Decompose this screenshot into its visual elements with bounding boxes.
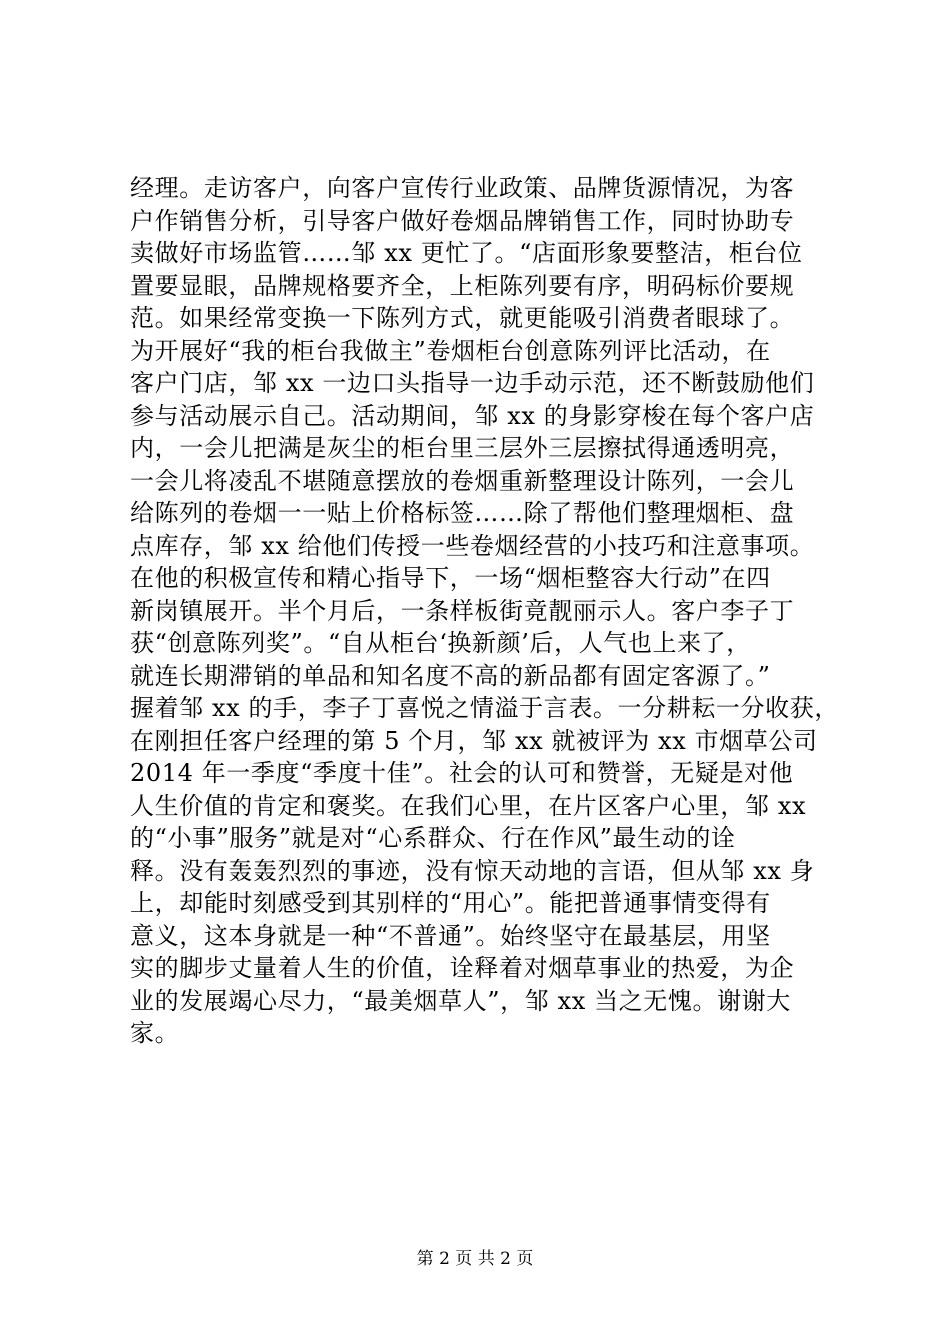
text-line: 握着邹 xx 的手，李子丁喜悦之情溢于言表。一分耕耘一分收获， (130, 694, 839, 722)
text-line: 2014 年一季度“季度十佳”。社会的认可和赞誉，无疑是对他 (130, 759, 794, 787)
page-number-footer: 第 2 页 共 2 页 (416, 1249, 534, 1269)
text-line: 为开展好“我的柜台我做主”卷烟柜台创意陈列评比活动，在 (130, 336, 771, 365)
text-line: 客户门店，邹 xx 一边口头指导一边手动示范，还不断鼓励他们 (130, 369, 815, 397)
text-line: 经理。走访客户，向客户宣传行业政策、品牌货源情况，为客 (130, 174, 795, 202)
document-body (130, 172, 839, 1050)
text-line: 在刚担任客户经理的第 5 个月，邹 xx 就被评为 xx 市烟草公司 (130, 726, 818, 755)
text-line: 新岗镇展开。半个月后，一条样板街竟靓丽示人。客户李子丁 (130, 596, 795, 625)
text-line: 意义，这本身就是一种“不普通”。始终坚守在最基层，用坚 (130, 921, 771, 950)
text-line: 范。如果经常变换一下陈列方式，就更能吸引消费者眼球了。 (130, 304, 795, 332)
text-line: 户作销售分析，引导客户做好卷烟品牌销售工作，同时协助专 (130, 206, 795, 235)
text-line: 上，却能时刻感受到其别样的“用心”。能把普通事情变得有 (130, 889, 771, 917)
text-line: 业的发展竭心尽力，“最美烟草人”，邹 xx 当之无愧。谢谢大 (130, 986, 791, 1015)
text-line: 内，一会儿把满是灰尘的柜台里三层外三层擦拭得通透明亮， (130, 434, 795, 462)
text-line: 家。 (130, 1019, 180, 1047)
text-line: 卖做好市场监管……邹 xx 更忙了。“店面形象要整洁，柜台位 (130, 239, 803, 267)
text-line: 就连长期滞销的单品和知名度不高的新品都有固定客源了。” (130, 661, 771, 690)
text-line: 点库存，邹 xx 给他们传授一些卷烟经营的小技巧和注意事项。 (130, 531, 815, 560)
text-line: 参与活动展示自己。活动期间，邹 xx 的身影穿梭在每个客户店 (130, 401, 815, 430)
text-line: 一会儿将凌乱不堪随意摆放的卷烟重新整理设计陈列，一会儿 (130, 466, 795, 495)
text-line: 置要显眼，品牌规格要齐全，上柜陈列要有序，明码标价要规 (130, 271, 795, 300)
text-line: 获“创意陈列奖”。“自从柜台‘换新颜’后，人气也上来了， (130, 629, 751, 657)
text-line: 的“小事”服务”就是对“心系群众、行在作风”最生动的诠 (130, 824, 736, 852)
text-line: 人生价值的肯定和褒奖。在我们心里，在片区客户心里，邹 xx (130, 791, 807, 820)
text-line: 在他的积极宣传和精心指导下，一场“烟柜整容大行动”在四 (130, 564, 771, 592)
text-line: 给陈列的卷烟一一贴上价格标签……除了帮他们整理烟柜、盘 (130, 499, 795, 527)
text-line: 实的脚步丈量着人生的价值，诠释着对烟草事业的热爱，为企 (130, 954, 795, 982)
text-line: 释。没有轰轰烈烈的事迹，没有惊天动地的言语，但从邹 xx 身 (130, 856, 815, 885)
